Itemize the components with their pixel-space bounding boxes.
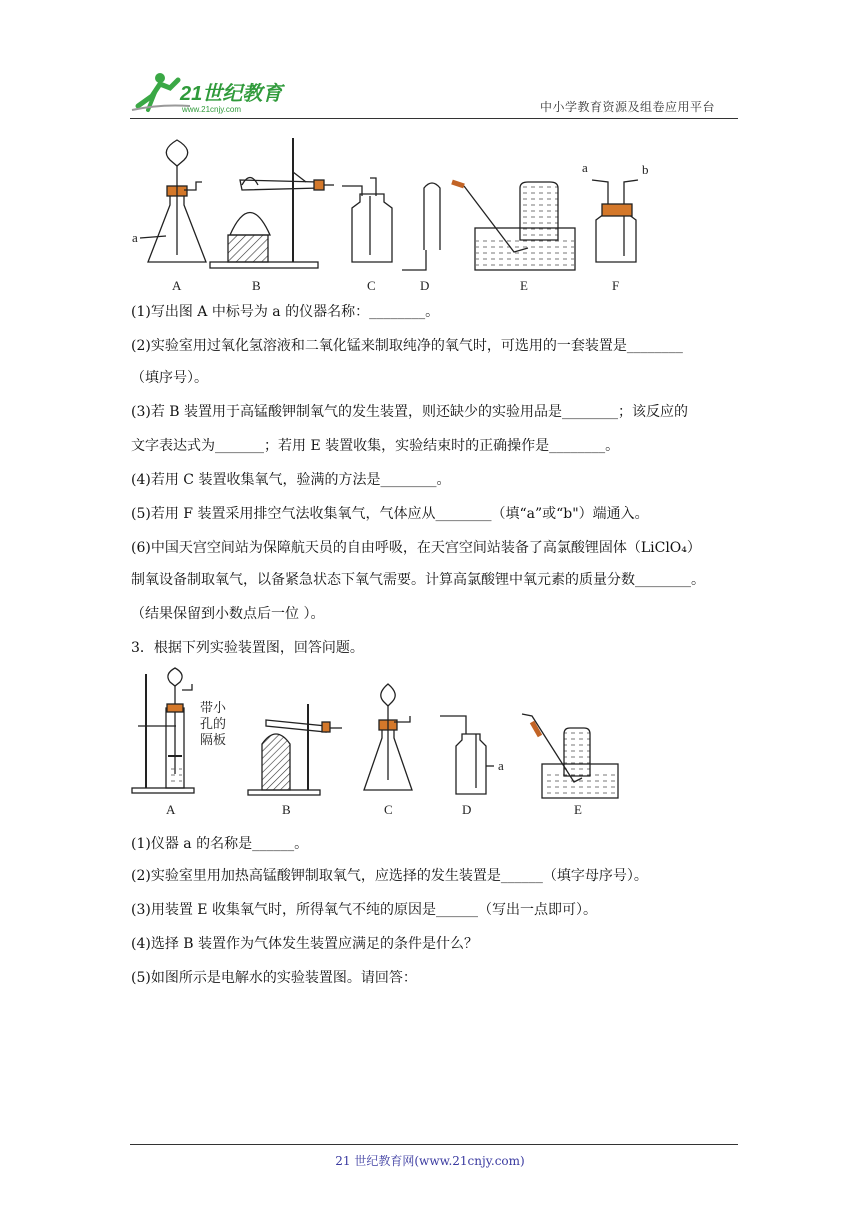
q2-part3-line1: (3)若 B 装置用于高锰酸钾制氧气的发生装置，则还缺少的实验用品是________；该反应的 [131,404,689,420]
platform-name: 中小学教育资源及组卷应用平台 [540,100,716,114]
q2-part6-line2: 制氧设备制取氧气，以备紧急状态下氧气需要。计算高氯酸锂中氧元素的质量分数________。 [131,572,705,588]
q2-part1: (1)写出图 A 中标号为 a 的仪器名称：________。 [131,304,440,320]
footer-divider [130,1144,738,1145]
label-e: E [520,278,528,293]
label-b: B [282,802,291,817]
label-d: D [420,278,430,293]
water-trough-e [452,182,575,270]
flask-c [364,684,412,790]
label-a: A [172,278,182,293]
q2-part6-line1: (6)中国天宫空间站为保障航天员的自由呼吸，在天宫空间站装备了高氯酸锂固体（LiClO₄） [131,540,701,556]
q3-part1: (1)仪器 a 的名称是______。 [131,836,309,852]
q2-part4: (4)若用 C 装置收集氧气，验满的方法是________。 [131,472,451,488]
q2-part2-line1: (2)实验室用过氧化氢溶液和二氧化锰来制取纯净的氧气时，可选用的一套装置是________ [131,338,683,354]
partition-label-3: 隔板 [200,733,227,748]
q2-part2-line2: （填序号）。 [131,370,208,386]
tube-d [402,183,440,270]
label-c: C [367,278,376,293]
q3-part4: (4)选择 B 装置作为气体发生装置应满足的条件是什么？ [131,936,479,952]
label-d: D [462,802,472,817]
q3-part3: (3)用装置 E 收集氧气时，所得氧气不纯的原因是______（写出一点即可）。 [131,902,597,918]
flask-apparatus-a [132,140,206,262]
logo-text: 21世纪教育 [180,83,283,105]
q3-title: 3．根据下列实验装置图，回答问题。 [131,640,364,656]
label-a: A [166,802,176,817]
footer-text: 21 世纪教育网(www.21cnjy.com) [335,1154,525,1168]
header-divider [130,118,738,119]
q2-part3-line2: 文字表达式为_______；若用 E 装置收集，实验结束时的正确操作是________。 [131,438,620,454]
apparatus-figure-2 [130,664,630,822]
label-e: E [574,802,582,817]
logo [130,66,300,116]
q3-part5: (5)如图所示是电解水的实验装置图。请回答： [131,970,417,986]
port-a-label: a [582,160,588,175]
marker-a: a [498,758,504,773]
gas-bottle-d [440,716,504,794]
heating-apparatus-b [210,138,334,268]
gas-bottle-c [342,178,392,262]
port-b-label: b [642,162,649,177]
marker-a: a [132,230,138,245]
label-f: F [612,278,620,293]
label-b: B [252,278,261,293]
logo-url: www.21cnjy.com [182,105,241,114]
label-c: C [384,802,393,817]
water-trough-e [522,714,618,798]
partition-label-2: 孔的 [200,717,227,732]
bottle-f [582,160,649,262]
partition-label-1: 带小 [200,701,227,716]
q2-part5: (5)若用 F 装置采用排空气法收集氧气，气体应从________（填“a”或“b"）端通入。 [131,506,649,522]
heating-apparatus-b [248,704,342,795]
kipp-apparatus-a [132,668,227,793]
apparatus-figure-1 [130,130,730,298]
q2-part6-line3: （结果保留到小数点后一位 ）。 [131,606,325,622]
q3-part2: (2)实验室里用加热高锰酸钾制取氧气，应选择的发生装置是______（填字母序号）。 [131,868,648,884]
